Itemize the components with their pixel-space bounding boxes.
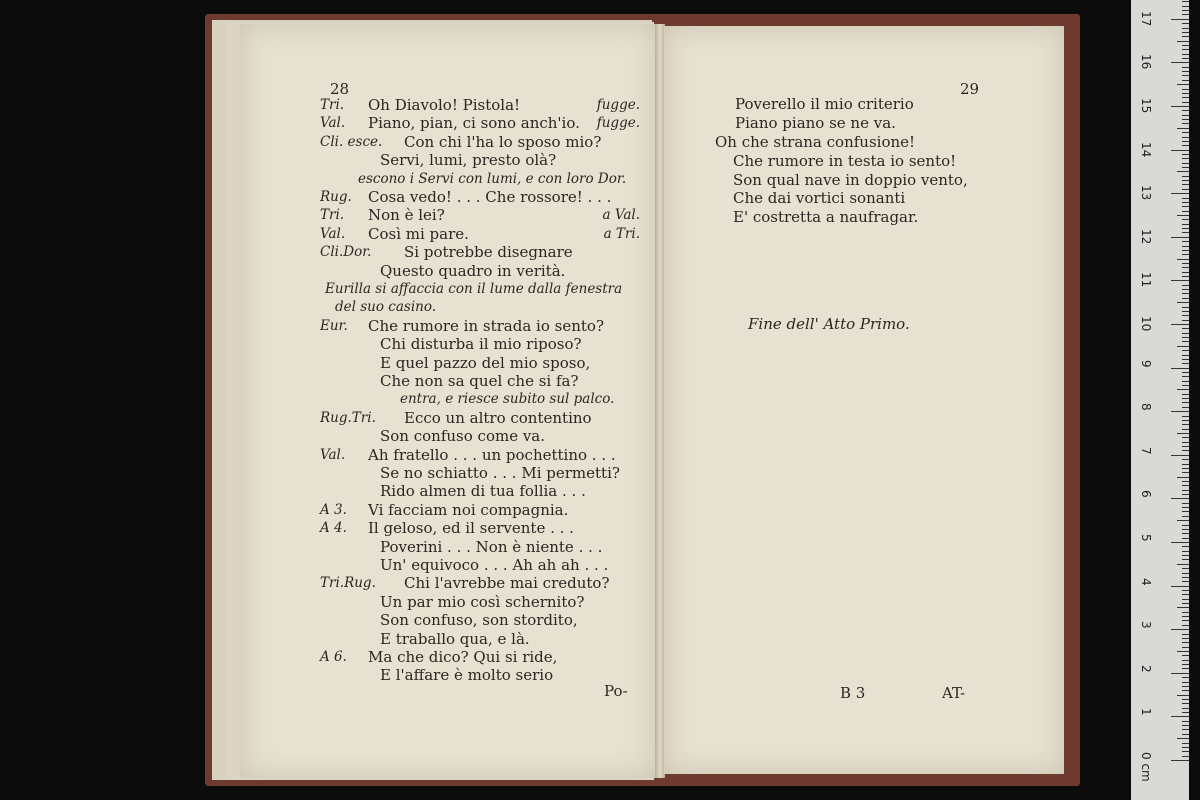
ruler-number: 16 xyxy=(1139,54,1153,70)
ruler-tick xyxy=(1182,472,1189,473)
verse-line: Non è lei? xyxy=(368,206,445,225)
ruler-number: 4 xyxy=(1139,577,1153,586)
ruler-tick xyxy=(1182,734,1189,735)
ruler-tick xyxy=(1182,494,1189,495)
ruler-tick xyxy=(1182,115,1189,116)
ruler-tick xyxy=(1182,289,1189,290)
verse-line: Chi disturba il mio riposo? xyxy=(380,335,582,354)
ruler-tick xyxy=(1182,690,1189,691)
ruler-tick xyxy=(1171,673,1189,674)
verse-line: Vi facciam noi compagnia. xyxy=(368,500,569,519)
ruler-tick xyxy=(1171,106,1189,107)
verse-line: E traballo qua, e là. xyxy=(380,629,530,648)
ruler-tick xyxy=(1182,58,1189,59)
ruler-number: 9 xyxy=(1139,359,1153,368)
stage-direction: entra, e riesce subito sul palco. xyxy=(400,391,615,408)
verse-line: Son confuso, son stordito, xyxy=(380,611,578,630)
ruler-tick xyxy=(1182,250,1189,251)
ruler-tick xyxy=(1177,128,1189,129)
ruler-tick xyxy=(1177,477,1189,478)
speaker-label: Tri. xyxy=(320,97,345,113)
ruler-tick xyxy=(1182,664,1189,665)
ruler-tick xyxy=(1182,355,1189,356)
ruler-tick xyxy=(1182,328,1189,329)
verse-line: Oh Diavolo! Pistola! xyxy=(368,96,521,114)
ruler-tick xyxy=(1182,80,1189,81)
right-catchword: AT- xyxy=(942,684,966,702)
ruler-tick xyxy=(1182,625,1189,626)
ruler-tick xyxy=(1182,293,1189,294)
ruler-tick xyxy=(1182,315,1189,316)
right-line: Son qual nave in doppio vento, xyxy=(733,171,968,189)
ruler-tick xyxy=(1182,102,1189,103)
ruler-tick xyxy=(1177,695,1189,696)
ruler-tick xyxy=(1182,123,1189,124)
ruler-tick xyxy=(1182,660,1189,661)
ruler-tick xyxy=(1182,154,1189,155)
ruler-tick xyxy=(1182,6,1189,7)
ruler-tick xyxy=(1182,137,1189,138)
verse-line: Che rumore in strada io sento? xyxy=(368,316,604,335)
verse-line: Con chi l'ha lo sposo mio? xyxy=(404,132,602,151)
ruler-tick xyxy=(1182,398,1189,399)
ruler-tick xyxy=(1182,189,1189,190)
ruler-number: 8 xyxy=(1139,403,1153,411)
verse-line: Ma che dico? Qui si ride, xyxy=(368,648,558,666)
verse-line: Rido almen di tua follia . . . xyxy=(380,482,586,501)
ruler-tick xyxy=(1182,464,1189,465)
ruler-tick xyxy=(1182,708,1189,709)
verse-line: Chi l'avrebbe mai creduto? xyxy=(404,574,610,593)
ruler-tick xyxy=(1182,267,1189,268)
end-of-act-text: Fine dell' Atto Primo. xyxy=(748,315,910,333)
ruler-tick xyxy=(1177,433,1189,434)
ruler-tick xyxy=(1182,459,1189,460)
ruler-tick xyxy=(1182,206,1189,207)
ruler-tick xyxy=(1182,285,1189,286)
ruler-tick xyxy=(1182,416,1189,417)
ruler-tick xyxy=(1182,581,1189,582)
verse-line: Servi, lumi, presto olà? xyxy=(380,151,557,170)
verse-line: Che non sa quel che si fa? xyxy=(380,372,579,390)
ruler-tick xyxy=(1182,599,1189,600)
speaker-label: Rug.Tri. xyxy=(320,409,376,426)
ruler-tick xyxy=(1182,612,1189,613)
ruler-tick xyxy=(1182,363,1189,364)
ruler-tick xyxy=(1177,346,1189,347)
ruler-tick xyxy=(1182,568,1189,569)
ruler-tick xyxy=(1182,67,1189,68)
ruler-tick xyxy=(1182,525,1189,526)
speaker-label: Tri. xyxy=(320,207,345,224)
ruler-tick xyxy=(1182,311,1189,312)
ruler-tick xyxy=(1182,224,1189,225)
ruler-tick xyxy=(1182,93,1189,94)
speaker-label: Val. xyxy=(320,225,346,242)
ruler-tick xyxy=(1171,411,1189,412)
speaker-label: Val. xyxy=(320,446,346,463)
ruler-tick xyxy=(1182,468,1189,469)
ruler-tick xyxy=(1182,219,1189,220)
ruler-tick xyxy=(1182,350,1189,351)
verse-line: Son confuso come va. xyxy=(380,427,546,446)
ruler-tick xyxy=(1171,150,1189,151)
ruler-tick xyxy=(1171,542,1189,543)
verse-line: Se no schiatto . . . Mi permetti? xyxy=(380,464,620,482)
ruler-tick xyxy=(1182,511,1189,512)
ruler-tick xyxy=(1171,62,1189,63)
ruler-tick xyxy=(1182,634,1189,635)
ruler-tick xyxy=(1182,337,1189,338)
ruler-tick xyxy=(1177,651,1189,652)
ruler-tick xyxy=(1171,716,1189,717)
ruler-tick xyxy=(1177,41,1189,42)
stage-direction: del suo casino. xyxy=(335,299,437,316)
ruler-number: 3 xyxy=(1139,621,1153,629)
ruler-number: 1 xyxy=(1139,708,1153,717)
ruler-tick xyxy=(1182,110,1189,111)
ruler-tick xyxy=(1182,725,1189,726)
ruler-tick xyxy=(1182,437,1189,438)
verse-line: Così mi pare. xyxy=(368,224,469,243)
ruler-tick xyxy=(1182,75,1189,76)
ruler-tick xyxy=(1182,481,1189,482)
ruler-tick xyxy=(1182,163,1189,164)
ruler-tick xyxy=(1182,36,1189,37)
ruler-tick xyxy=(1182,32,1189,33)
ruler-number: 5 xyxy=(1139,534,1153,542)
ruler-number: 2 xyxy=(1139,664,1153,673)
ruler-tick xyxy=(1182,551,1189,552)
verse-line: E l'affare è molto serio xyxy=(380,666,554,685)
ruler-tick xyxy=(1182,184,1189,185)
right-line: Che rumore in testa io sento! xyxy=(733,152,957,170)
ruler-tick xyxy=(1182,668,1189,669)
ruler-number: 13 xyxy=(1139,185,1153,201)
ruler-tick xyxy=(1171,455,1189,456)
verse-line: Si potrebbe disegnare xyxy=(404,243,573,262)
ruler-tick xyxy=(1182,341,1189,342)
ruler-tick xyxy=(1182,276,1189,277)
ruler-tick xyxy=(1182,45,1189,46)
ruler-tick xyxy=(1182,54,1189,55)
ruler-number: 0 cm xyxy=(1139,752,1153,782)
ruler-tick xyxy=(1171,324,1189,325)
ruler-tick xyxy=(1182,407,1189,408)
ruler-tick xyxy=(1182,538,1189,539)
ruler-number: 17 xyxy=(1139,10,1153,27)
ruler-tick xyxy=(1182,402,1189,403)
ruler-tick xyxy=(1182,638,1189,639)
stage-direction: Eurilla si affaccia con il lume dalla fenestra xyxy=(325,281,623,297)
verse-line: Ah fratello . . . un pochettino . . . xyxy=(368,445,616,464)
verse-line: Piano, pian, ci sono anch'io. xyxy=(368,114,580,133)
ruler-number: 15 xyxy=(1139,98,1153,114)
right-line: Poverello il mio criterio xyxy=(735,95,914,113)
ruler-tick xyxy=(1182,228,1189,229)
ruler-tick xyxy=(1182,394,1189,395)
ruler-tick xyxy=(1182,490,1189,491)
ruler-tick xyxy=(1182,420,1189,421)
speaker-label: Eur. xyxy=(320,317,348,334)
verse-line: E quel pazzo del mio sposo, xyxy=(380,353,591,372)
ruler-tick xyxy=(1182,359,1189,360)
ruler-number: 11 xyxy=(1139,272,1153,288)
ruler-tick xyxy=(1182,682,1189,683)
ruler-tick xyxy=(1182,272,1189,273)
ruler-tick xyxy=(1182,381,1189,382)
ruler-tick xyxy=(1182,198,1189,199)
ruler-tick xyxy=(1182,503,1189,504)
ruler-tick xyxy=(1182,620,1189,621)
right-line: E' costretta a naufragar. xyxy=(733,208,919,226)
verse-line: Questo quadro in verità. xyxy=(380,261,566,280)
verse-line: Il geloso, ed il servente . . . xyxy=(368,519,574,538)
ruler-tick xyxy=(1182,97,1189,98)
ruler-tick xyxy=(1182,376,1189,377)
ruler-tick xyxy=(1182,1,1189,2)
ruler-tick xyxy=(1171,629,1189,630)
ruler-tick xyxy=(1182,176,1189,177)
stage-direction: a Val. xyxy=(602,207,640,224)
ruler-tick xyxy=(1182,559,1189,560)
ruler-tick xyxy=(1182,429,1189,430)
ruler-tick xyxy=(1182,616,1189,617)
ruler-tick xyxy=(1182,729,1189,730)
ruler-tick xyxy=(1182,677,1189,678)
ruler-tick xyxy=(1182,145,1189,146)
ruler-tick xyxy=(1182,594,1189,595)
ruler-tick xyxy=(1182,424,1189,425)
ruler-tick xyxy=(1182,577,1189,578)
right-page-number: 29 xyxy=(960,80,980,98)
ruler-tick xyxy=(1177,564,1189,565)
ruler-tick xyxy=(1182,132,1189,133)
ruler-tick xyxy=(1182,485,1189,486)
ruler-tick xyxy=(1177,738,1189,739)
ruler-tick xyxy=(1182,241,1189,242)
ruler-tick xyxy=(1182,298,1189,299)
ruler-tick xyxy=(1182,385,1189,386)
ruler-tick xyxy=(1182,507,1189,508)
ruler-tick xyxy=(1182,450,1189,451)
ruler-tick xyxy=(1182,232,1189,233)
left-catchword: Po- xyxy=(604,682,628,700)
ruler-tick xyxy=(1171,237,1189,238)
ruler-tick xyxy=(1182,141,1189,142)
speaker-label: Tri.Rug. xyxy=(320,575,376,592)
ruler-tick xyxy=(1177,389,1189,390)
ruler-tick xyxy=(1182,246,1189,247)
speaker-label: A 6. xyxy=(320,649,347,665)
ruler-number: 12 xyxy=(1139,228,1153,245)
ruler-number: 10 xyxy=(1139,316,1153,332)
ruler-number: 7 xyxy=(1139,446,1153,455)
ruler-tick xyxy=(1182,263,1189,264)
ruler-tick xyxy=(1182,442,1189,443)
ruler-tick xyxy=(1182,180,1189,181)
ruler-tick xyxy=(1182,28,1189,29)
verse-line: Poverini . . . Non è niente . . . xyxy=(380,537,603,556)
ruler-tick xyxy=(1182,333,1189,334)
ruler-tick xyxy=(1182,320,1189,321)
ruler-tick xyxy=(1182,10,1189,11)
right-line: Oh che strana confusione! xyxy=(715,133,916,151)
ruler-tick xyxy=(1171,368,1189,369)
ruler-tick xyxy=(1177,520,1189,521)
ruler-tick xyxy=(1182,747,1189,748)
speaker-label: A 4. xyxy=(320,520,347,537)
speaker-label: A 3. xyxy=(320,501,347,518)
ruler-number: 14 xyxy=(1139,141,1153,157)
ruler-tick xyxy=(1182,71,1189,72)
ruler-tick xyxy=(1171,193,1189,194)
ruler-tick xyxy=(1182,655,1189,656)
ruler-tick xyxy=(1182,555,1189,556)
ruler-tick xyxy=(1182,721,1189,722)
ruler-tick xyxy=(1182,590,1189,591)
ruler-tick xyxy=(1182,119,1189,120)
ruler-tick xyxy=(1182,647,1189,648)
ruler-tick xyxy=(1177,259,1189,260)
ruler-tick xyxy=(1182,533,1189,534)
ruler-tick xyxy=(1182,89,1189,90)
measuring-ruler xyxy=(1131,0,1189,800)
ruler-tick xyxy=(1182,751,1189,752)
ruler-tick xyxy=(1182,49,1189,50)
stage-direction: a Tri. xyxy=(603,225,640,242)
ruler-tick xyxy=(1182,642,1189,643)
ruler-tick xyxy=(1177,215,1189,216)
stage-direction: escono i Servi con lumi, e con loro Dor. xyxy=(358,170,627,187)
ruler-tick xyxy=(1182,756,1189,757)
ruler-tick xyxy=(1182,546,1189,547)
ruler-tick xyxy=(1182,703,1189,704)
signature-mark: B 3 xyxy=(840,684,866,702)
speaker-label: Rug. xyxy=(320,189,352,205)
verse-line: Cosa vedo! . . . Che rossore! . . . xyxy=(368,188,612,206)
right-line: Che dai vortici sonanti xyxy=(733,189,906,207)
right-line: Piano piano se ne va. xyxy=(735,114,896,132)
ruler-tick xyxy=(1182,529,1189,530)
ruler-tick xyxy=(1182,446,1189,447)
ruler-tick xyxy=(1182,211,1189,212)
ruler-tick xyxy=(1182,254,1189,255)
speaker-label: Cli.Dor. xyxy=(320,244,372,261)
ruler-tick xyxy=(1182,686,1189,687)
ruler-tick xyxy=(1177,171,1189,172)
ruler-tick xyxy=(1182,23,1189,24)
ruler-tick xyxy=(1171,760,1189,761)
ruler-tick xyxy=(1182,573,1189,574)
ruler-tick xyxy=(1171,586,1189,587)
stage-direction: fugge. xyxy=(596,97,640,113)
verse-line: Ecco un altro contentino xyxy=(404,408,592,427)
verse-line: Un' equivoco . . . Ah ah ah . . . xyxy=(380,556,609,574)
ruler-tick xyxy=(1171,280,1189,281)
stage-direction: fugge. xyxy=(596,115,640,132)
speaker-label: Cli. esce. xyxy=(320,133,383,150)
ruler-tick xyxy=(1182,14,1189,15)
ruler-tick xyxy=(1182,167,1189,168)
ruler-tick xyxy=(1182,158,1189,159)
ruler-tick xyxy=(1171,498,1189,499)
ruler-number: 6 xyxy=(1139,490,1153,499)
ruler-tick xyxy=(1177,302,1189,303)
ruler-tick xyxy=(1177,607,1189,608)
ruler-tick xyxy=(1182,516,1189,517)
ruler-tick xyxy=(1182,307,1189,308)
ruler-tick xyxy=(1182,603,1189,604)
ruler-tick xyxy=(1177,84,1189,85)
verse-line: Un par mio così schernito? xyxy=(380,592,585,611)
speaker-label: Val. xyxy=(320,115,346,132)
ruler-tick xyxy=(1182,202,1189,203)
ruler-tick xyxy=(1182,712,1189,713)
ruler-tick xyxy=(1182,372,1189,373)
ruler-tick xyxy=(1182,743,1189,744)
ruler-tick xyxy=(1171,19,1189,20)
left-page-number: 28 xyxy=(330,80,350,98)
ruler-tick xyxy=(1182,699,1189,700)
